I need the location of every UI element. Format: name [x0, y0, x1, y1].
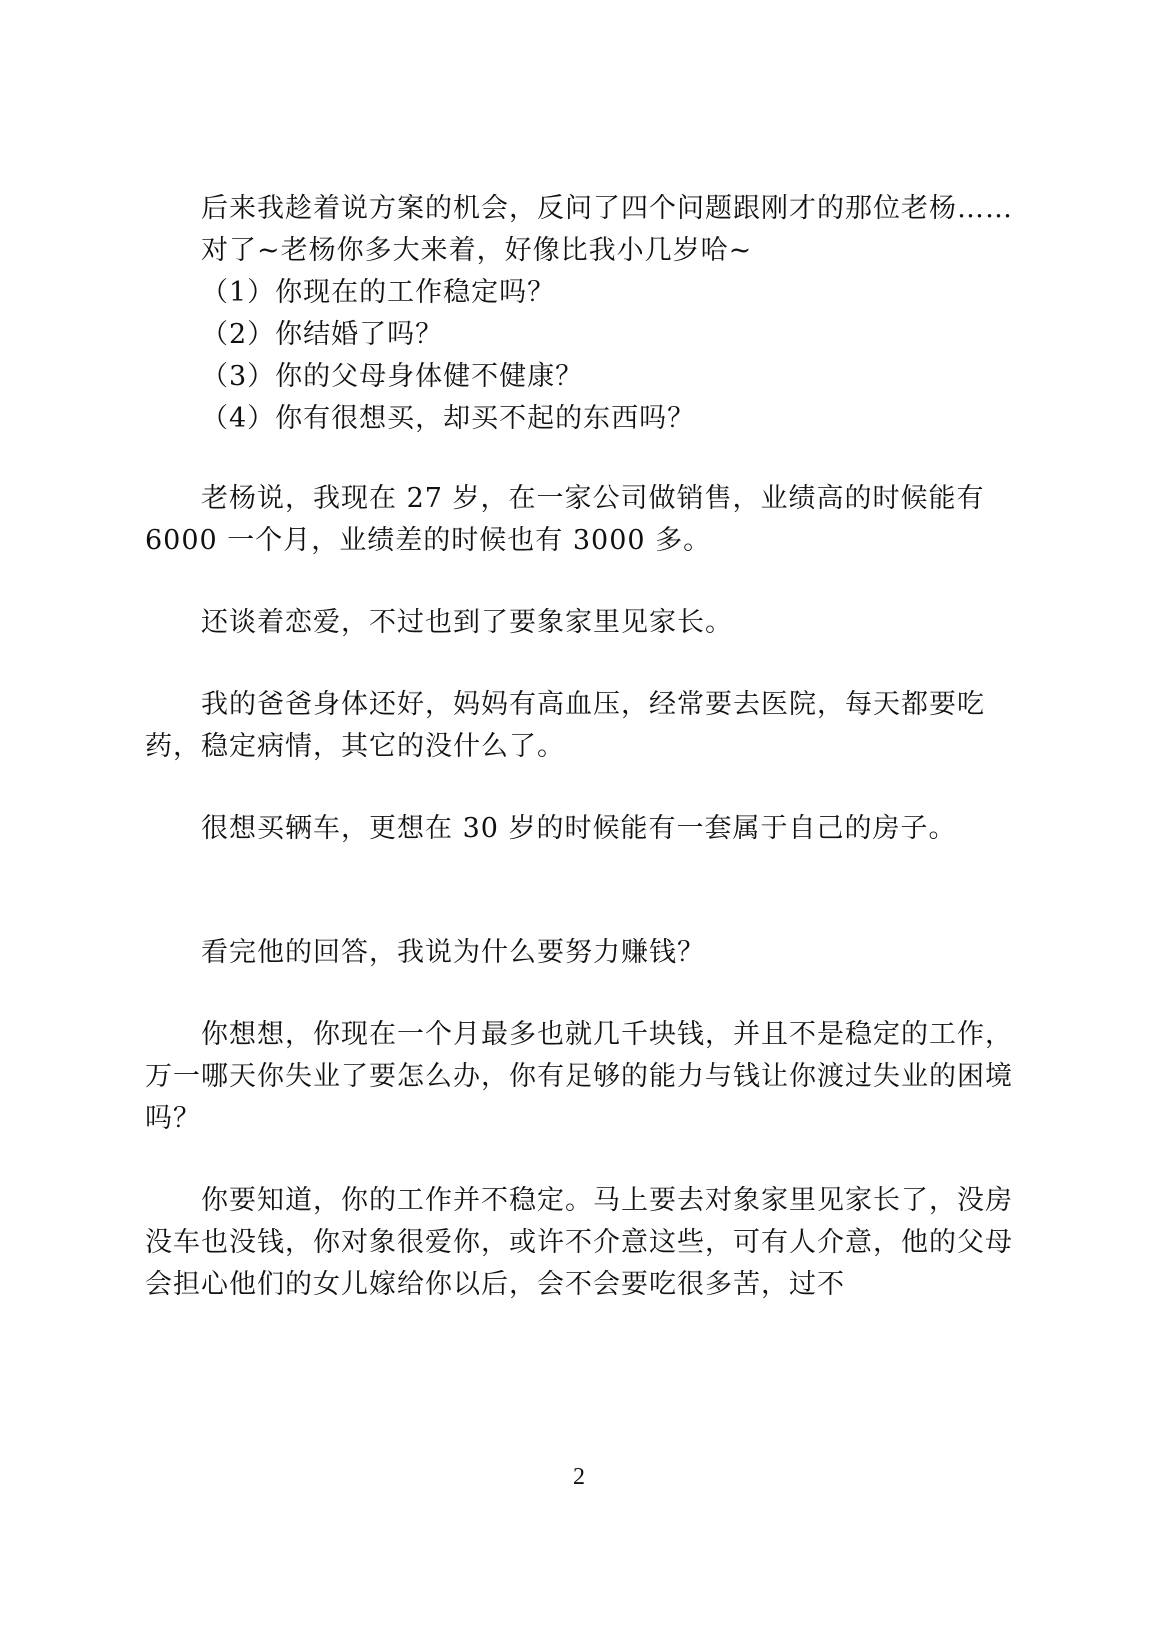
page-body [145, 188, 1015, 1306]
paragraph-6: 很想买辆车，更想在 30 岁的时候能有一套属于自己的房子。 [201, 813, 957, 844]
paragraph-8: 你想想，你现在一个月最多也就几千块钱，并且不是稳定的工作，万一哪天你失业了要怎么办，你有足够的能力与钱让你渡过失业的困境吗？ [145, 1019, 1013, 1134]
paragraph-9: 你要知道，你的工作并不稳定。马上要去对象家里见家长了，没房没车也没钱，你对象很爱你，或许不介意这些，可有人介意，他的父母会担心他们的女儿嫁给你以后，会不会要吃很多苦，过不 [145, 1185, 1013, 1300]
paragraph-4: 还谈着恋爱，不过也到了要象家里见家长。 [201, 607, 733, 638]
question-2: （2）你结婚了吗？ [201, 319, 444, 350]
paragraph-2: 对了~老杨你多大来着，好像比我小几岁哈~ [201, 235, 753, 266]
paragraph-5: 我的爸爸身体还好，妈妈有高血压，经常要去医院，每天都要吃药，稳定病情，其它的没什么了。 [145, 689, 985, 762]
question-4: （4）你有很想买，却买不起的东西吗？ [201, 403, 696, 434]
page-number: 2 [573, 1464, 585, 1490]
question-3: （3）你的父母身体健不健康？ [201, 361, 584, 392]
paragraph-1: 后来我趁着说方案的机会，反问了四个问题跟刚才的那位老杨…… [201, 193, 1013, 224]
paragraph-7: 看完他的回答，我说为什么要努力赚钱？ [201, 937, 705, 968]
question-1: （1）你现在的工作稳定吗？ [201, 277, 556, 308]
paragraph-3: 老杨说，我现在 27 岁，在一家公司做销售，业绩高的时候能有 6000 一个月，业绩差的时候也有 3000 多。 [145, 483, 985, 556]
